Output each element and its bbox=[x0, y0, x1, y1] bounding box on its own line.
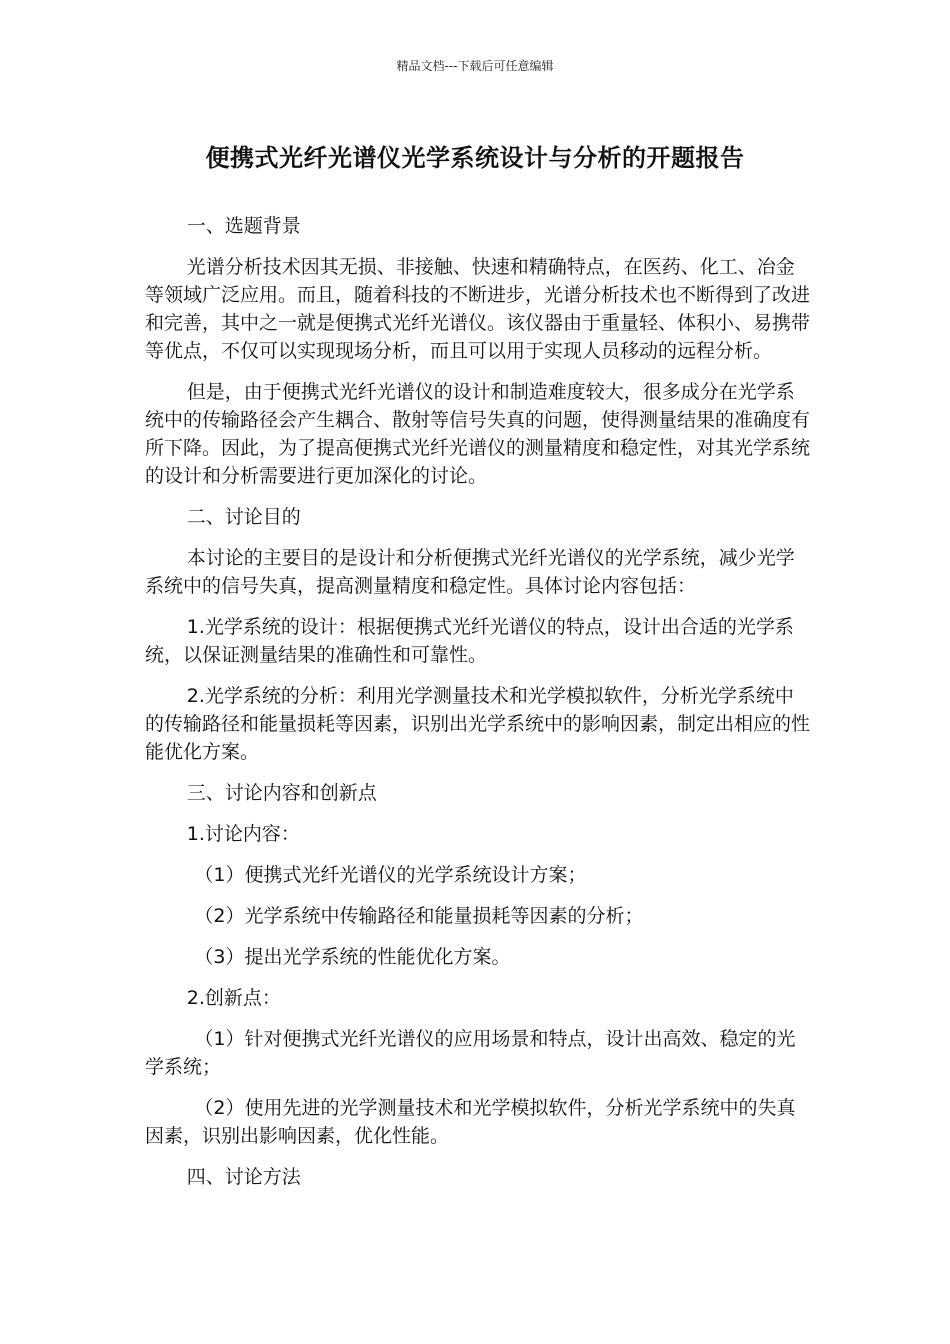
page-header: 精品文档---下载后可任意编辑 bbox=[396, 59, 554, 73]
list-item: （2）光学系统中传输路径和能量损耗等因素的分析； bbox=[194, 905, 644, 927]
paragraph: 1.光学系统的设计：根据便携式光纤光谱仪的特点，设计出合适的光学系统，以保证测量结果的准确性和可靠性。 bbox=[145, 616, 794, 666]
paragraph: 光谱分析技术因其无损、非接触、快速和精确特点，在医药、化工、冶金等领域广泛应用。而且，随着科技的不断进步，光谱分析技术也不断得到了改进和完善，其中之一就是便携式光纤光谱仪。该仪器由于重量轻、体积小、易携带等优点，不仅可以实现现场分析，而且可以用于实现人员移动的远程分析。 bbox=[145, 256, 811, 362]
subsection-title: 2.创新点： bbox=[186, 987, 281, 1009]
paragraph: 2.光学系统的分析：利用光学测量技术和光学模拟软件，分析光学系统中的传输路径和能量损耗等因素，识别出光学系统中的影响因素，制定出相应的性能优化方案。 bbox=[145, 685, 811, 763]
section-heading: 二、讨论目的 bbox=[186, 506, 301, 528]
section-heading: 一、选题背景 bbox=[186, 215, 301, 237]
paragraph: 但是，由于便携式光纤光谱仪的设计和制造难度较大，很多成分在光学系统中的传输路径会产生耦合、散射等信号失真的问题，使得测量结果的准确度有所下降。因此，为了提高便携式光纤光谱仪的测量精度和稳定性，对其光学系统的设计和分析需要进行更加深化的讨论。 bbox=[145, 381, 811, 487]
section-heading: 三、讨论内容和创新点 bbox=[186, 782, 377, 804]
document-title: 便携式光纤光谱仪光学系统设计与分析的开题报告 bbox=[205, 144, 745, 172]
subsection-title: 1.讨论内容： bbox=[186, 823, 300, 845]
paragraph: 本讨论的主要目的是设计和分析便携式光纤光谱仪的光学系统，减少光学系统中的信号失真，提高测量精度和稳定性。具体讨论内容包括： bbox=[145, 547, 795, 597]
section-heading: 四、讨论方法 bbox=[186, 1166, 301, 1188]
document-body bbox=[145, 212, 810, 1204]
list-item: （1）便携式光纤光谱仪的光学系统设计方案； bbox=[194, 864, 587, 886]
list-item: （2）使用先进的光学测量技术和光学模拟软件，分析光学系统中的失真因素，识别出影响因素，优化性能。 bbox=[145, 1097, 796, 1147]
list-item: （3）提出光学系统的性能优化方案。 bbox=[194, 946, 511, 968]
list-item: （1）针对便携式光纤光谱仪的应用场景和特点，设计出高效、稳定的光学系统； bbox=[145, 1028, 796, 1078]
